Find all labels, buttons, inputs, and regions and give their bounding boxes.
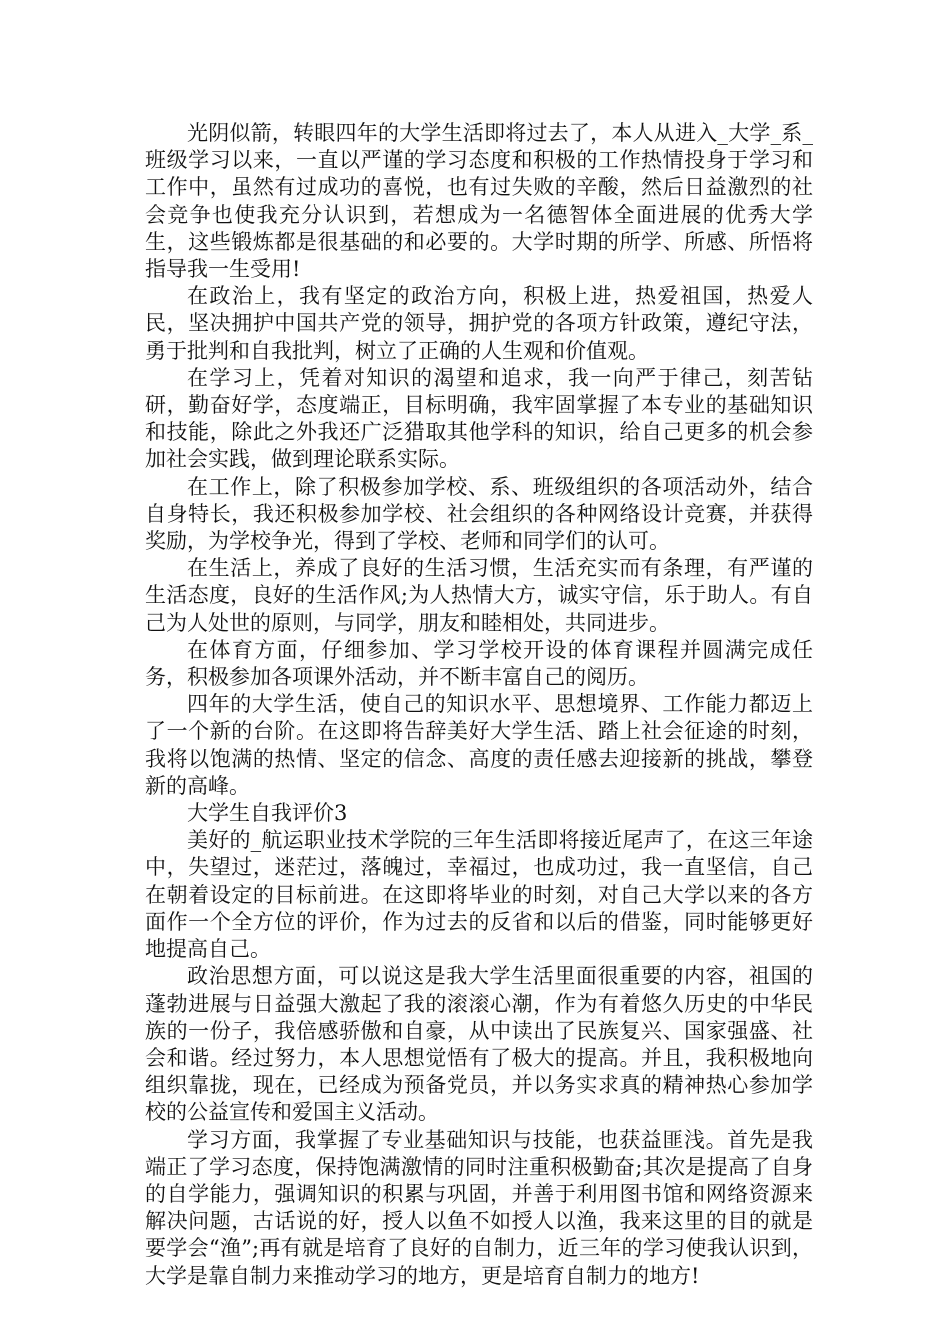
paragraph-politics: 在政治上，我有坚定的政治方向，积极上进，热爱祖国，热爱人民，坚决拥护中国共产党的领导，拥护党的各项方针政策，遵纪守法，勇于批判和自我批判，树立了正确的人生观和价值观。 xyxy=(145,284,813,363)
paragraph-summary: 四年的大学生活，使自己的知识水平、思想境界、工作能力都迈上了一个新的台阶。在这即将告辞美好大学生活、踏上社会征途的时刻，我将以饱满的热情、坚定的信念、高度的责任感去迎接新的挑战，攀登新的高峰。 xyxy=(145,692,813,798)
paragraph-section3-study: 学习方面，我掌握了专业基础知识与技能，也获益匪浅。首先是我端正了学习态度，保持饱满激情的同时注重积极勤奋;其次是提高了自身的自学能力，强调知识的积累与巩固，并善于利用图书馆和网络资源来解决问题，古话说的好，授人以鱼不如授人以渔，我来这里的目的就是要学会“渔”;再有就是培育了良好的自制力，近三年的学习使我认识到，大学是靠自制力来推动学习的地方，更是培育自制力的地方! xyxy=(145,1127,813,1288)
paragraph-intro: 光阴似箭，转眼四年的大学生活即将过去了，本人从进入_大学_系_班级学习以来，一直以严谨的学习态度和积极的工作热情投身于学习和工作中，虽然有过成功的喜悦，也有过失败的辛酸，然后日益激烈的社会竞争也使我充分认识到，若想成为一名德智体全面进展的优秀大学生，这些锻炼都是很基础的和必要的。大学时期的所学、所感、所悟将指导我一生受用! xyxy=(145,121,813,282)
paragraph-study: 在学习上，凭着对知识的渴望和追求，我一向严于律己，刻苦钻研，勤奋好学，态度端正，目标明确，我牢固掌握了本专业的基础知识和技能，除此之外我还广泛猎取其他学科的知识，给自己更多的机会参加社会实践，做到理论联系实际。 xyxy=(145,365,813,472)
paragraph-life: 在生活上，养成了良好的生活习惯，生活充实而有条理，有严谨的生活态度，良好的生活作风;为人热情大方，诚实守信，乐于助人。有自己为人处世的原则，与同学，朋友和睦相处，共同进步。 xyxy=(145,556,813,635)
paragraph-section3-politics: 政治思想方面，可以说这是我大学生活里面很重要的内容，祖国的蓬勃进展与日益强大激起了我的滚滚心潮，作为有着悠久历史的中华民族的一份子，我倍感骄傲和自豪，从中读出了民族复兴、国家强盛、社会和谐。经过努力，本人思想觉悟有了极大的提高。并且，我积极地向组织靠拢，现在，已经成为预备党员，并以务实求真的精神热心参加学校的公益宣传和爱国主义活动。 xyxy=(145,964,813,1125)
paragraph-work: 在工作上，除了积极参加学校、系、班级组织的各项活动外，结合自身特长，我还积极参加学校、社会组织的各种网络设计竞赛，并获得奖励，为学校争光，得到了学校、老师和同学们的认可。 xyxy=(145,474,813,554)
paragraph-section3-intro: 美好的_航运职业技术学院的三年生活即将接近尾声了，在这三年途中，失望过，迷茫过，落魄过，幸福过，也成功过，我一直坚信，自己在朝着设定的目标前进。在这即将毕业的时刻，对自己大学以来的各方面作一个全方位的评价，作为过去的反省和以后的借鉴，同时能够更好地提高自己。 xyxy=(145,828,813,962)
paragraph-sports: 在体育方面，仔细参加、学习学校开设的体育课程并圆满完成任务，积极参加各项课外活动，并不断丰富自己的阅历。 xyxy=(145,637,813,690)
document-body xyxy=(145,120,813,1290)
section-heading: 大学生自我评价3 xyxy=(187,801,348,826)
